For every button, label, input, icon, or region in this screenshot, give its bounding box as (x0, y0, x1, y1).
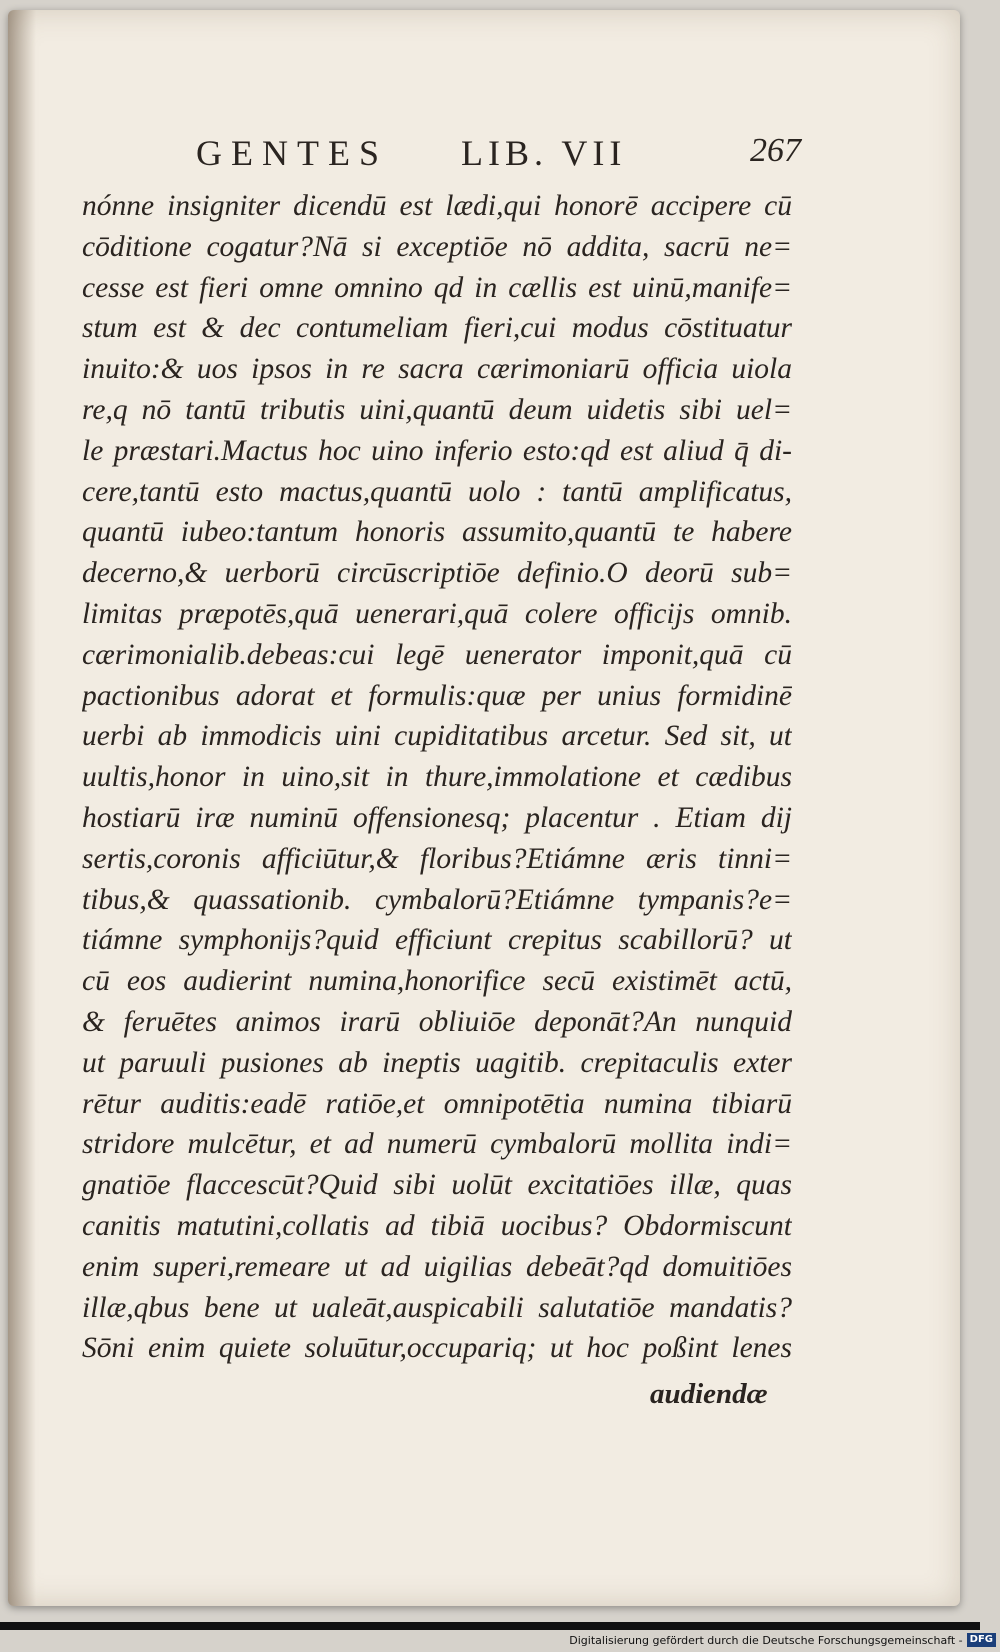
text-line: gnatiōe flaccescūt?Quid sibi uolūt excitatiōes illæ, quas (82, 1169, 792, 1202)
text-line: & feruētes animos irarū obliuiōe deponāt?An nunquid (82, 1005, 792, 1038)
text-line: cōditione cogatur?Nā si exceptiōe nō addita, sacrū ne= (82, 230, 792, 263)
text-line: quantū iubeo:tantum honoris assumito,quantū te habere (82, 516, 792, 549)
text-line: sertis,coronis afficiūtur,& floribus?Etiámne æris tinni= (82, 842, 792, 875)
text-line: cere,tantū esto mactus,quantū uolo : tantū amplificatus, (82, 475, 792, 508)
text-line: inuito:& uos ipsos in re sacra cærimoniarū officia uiola (82, 353, 792, 386)
text-line: le præstari.Mactus hoc uino inferio esto:qd est aliud q̄ di- (82, 434, 792, 467)
body-text (82, 186, 792, 1369)
text-line: ut paruuli pusiones ab ineptis uagitib. crepitaculis exter (82, 1046, 792, 1079)
text-line: canitis matutini,collatis ad tibiā uocibus? Obdormiscunt (82, 1209, 792, 1242)
text-line: re,q nō tantū tributis uini,quantū deum uidetis sibi uel= (82, 393, 792, 426)
credit-text: Digitalisierung gefördert durch die Deutsche Forschungsgemeinschaft - (569, 1633, 963, 1647)
text-line: decerno,& uerborū circūscriptiōe definio.O deorū sub= (82, 557, 792, 590)
text-line: rētur auditis:eadē ratiōe,et omnipotētia numina tibiarū (82, 1087, 792, 1120)
text-line: pactionibus adorat et formulis:quæ per unius formidinē (82, 679, 792, 712)
text-line: cærimonialib.debeas:cui legē uenerator imponit,quā cū (82, 638, 792, 671)
catchword: audiendæ (650, 1378, 768, 1410)
page-number: 267 (750, 132, 801, 169)
running-head-title: GENTES (196, 133, 388, 173)
text-line: tibus,& quassationib. cymbalorū?Etiámne tympanis?e= (82, 883, 792, 916)
digitization-credit (569, 1630, 996, 1650)
text-line: cesse est fieri omne omnino qd in cællis est uinū,manife= (82, 271, 792, 304)
scan-border-bar (0, 1622, 980, 1630)
running-head-book: LIB. VII (461, 133, 627, 173)
text-line: cū eos audierint numina,honorifice secū existimēt actū, (82, 965, 792, 998)
text-line: uerbi ab immodicis uini cupiditatibus arcetur. Sed sit, ut (82, 720, 792, 753)
text-line: hostiarū iræ numinū offensionesq; placentur . Etiam dij (82, 801, 792, 834)
text-line: nónne insigniter dicendū est lædi,qui honorē accipere cū (82, 190, 792, 222)
text-line: limitas præpotēs,quā uenerari,quā colere officijs omnib. (82, 597, 792, 630)
text-line: illæ,qbus bene ut ualeāt,auspicabili salutatiōe mandatis? (82, 1291, 792, 1324)
dfg-logo: DFG (967, 1633, 996, 1647)
text-line: Sōni enim quiete soluūtur,occupariq; ut hoc poßint lenes (82, 1332, 792, 1365)
text-line: stum est & dec contumeliam fieri,cui modus cōstituatur (82, 312, 792, 345)
text-line: stridore mulcētur, et ad numerū cymbalorū mollita indi= (82, 1128, 792, 1161)
text-line: enim superi,remeare ut ad uigilias debeāt?qd domuitiōes (82, 1250, 792, 1283)
text-line: tiámne symphonijs?quid efficiunt crepitus scabillorū? ut (82, 924, 792, 957)
text-line: uultis,honor in uino,sit in thure,immolatione et cædibus (82, 761, 792, 794)
running-head (196, 132, 801, 180)
